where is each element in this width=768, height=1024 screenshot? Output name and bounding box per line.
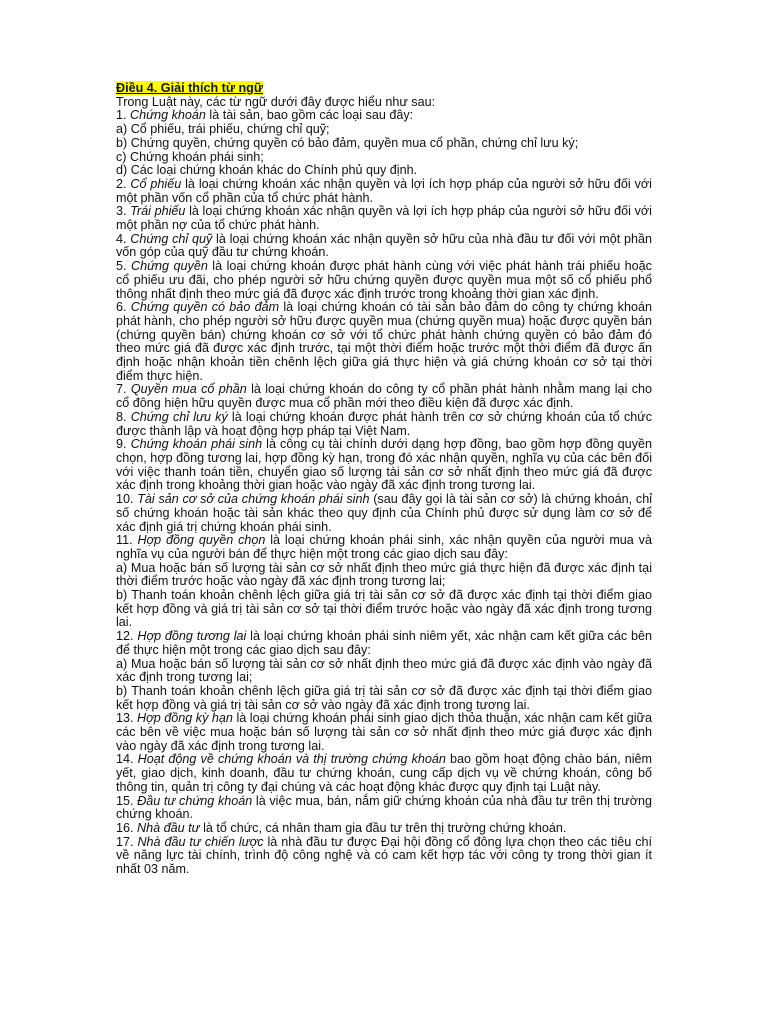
definition-text: là loại chứng khoán phái sinh giao dịch thỏa thuận, xác nhận cam kết giữa các bên về việc mua hoặc bán số lượng tài sản cơ sở nhất định theo mức giá được xác định vào ngày đã xác định trong tương lai. xyxy=(116,711,652,753)
definition-text: b) Thanh toán khoản chênh lệch giữa giá trị tài sản cơ sở đã được xác định tại thời điểm giao kết hợp đồng và giá trị tài sản cơ sở vào ngày đã xác định trong tương lai. xyxy=(116,683,652,712)
item-number: 8. xyxy=(116,409,131,424)
definition-text: (sau đây gọi là tài sản cơ sở) là chứng khoán, chỉ số chứng khoán hoặc tài sản khác theo quy định của Chính phủ được sử dụng làm cơ sở để xác định giá trị chứng khoán phái sinh. xyxy=(116,492,652,534)
definition-item xyxy=(116,151,652,165)
definition-item xyxy=(116,411,652,438)
definition-text: là loại chứng khoán xác nhận quyền và lợi ích hợp pháp của người sở hữu đối với một phần vốn cổ phần của tổ chức phát hành. xyxy=(116,176,652,205)
definition-item xyxy=(116,438,652,493)
defined-term: Chứng khoán phái sinh xyxy=(130,437,263,452)
item-number: 4. xyxy=(116,231,131,246)
definition-item xyxy=(116,205,652,232)
defined-term: Quyền mua cổ phần xyxy=(130,382,247,397)
definition-text: là loại chứng khoán xác nhận quyền và lợi ích hợp pháp của người sở hữu đối với một phần nợ của tổ chức phát hành. xyxy=(116,204,652,233)
definition-text: là loại chứng khoán được phát hành cùng với việc phát hành trái phiếu hoặc cổ phiếu ưu đãi, cho phép người sở hữu chứng quyền được quyền mua một số cổ phiếu phổ thông nhất định theo mức giá đã được xác định trước trong khoảng thời gian xác định. xyxy=(116,259,652,301)
defined-term: Tài sản cơ sở của chứng khoán phái sinh xyxy=(137,492,370,507)
definition-text: là loại chứng khoán có tài sản bảo đảm do công ty chứng khoán phát hành, cho phép người sở hữu được quyền mua (chứng quyền mua) hoặc được quyền bán (chứng quyền bán) chứng khoán cơ sở với tổ chức phát hành chứng quyền có bảo đảm đó theo mức giá đã được xác định trước, tại một thời điểm hoặc trước một thời điểm đã được ấn định hoặc nhận khoản tiền chênh lệch giữa giá thực hiện và giá chứng khoán cơ sở tại thời điểm thực hiện. xyxy=(116,300,652,383)
item-number: 7. xyxy=(116,382,131,397)
definition-text: là việc mua, bán, nắm giữ chứng khoán của nhà đầu tư trên thị trường chứng khoán. xyxy=(116,793,652,822)
defined-term: Cổ phiếu xyxy=(130,176,182,191)
article-intro: Trong Luật này, các từ ngữ dưới đây được hiểu như sau: xyxy=(116,94,436,109)
defined-term: Chứng chỉ quỹ xyxy=(130,231,213,246)
definition-item xyxy=(116,178,652,205)
definition-item xyxy=(116,534,652,561)
item-number: 9. xyxy=(116,437,131,452)
defined-term: Chứng quyền xyxy=(130,259,208,274)
definition-item xyxy=(116,123,652,137)
definition-item xyxy=(116,137,652,151)
defined-term: Hợp đồng kỳ hạn xyxy=(137,711,233,726)
item-number: 2. xyxy=(116,176,131,191)
defined-term: Trái phiếu xyxy=(130,204,186,219)
definition-item xyxy=(116,795,652,822)
definition-item xyxy=(116,164,652,178)
definition-text: là tài sản, bao gồm các loại sau đây: xyxy=(205,108,414,123)
item-number: 11. xyxy=(116,533,138,548)
definition-text: b) Thanh toán khoản chênh lệch giữa giá trị tài sản cơ sở đã được xác định tại thời điểm giao kết hợp đồng và giá trị tài sản cơ sở tại thời điểm trước hoặc vào ngày đã xác định trong tương lai. xyxy=(116,588,652,630)
definition-text: bao gồm hoạt động chào bán, niêm yết, giao dịch, kinh doanh, đầu tư chứng khoán, cung cấp dịch vụ về chứng khoán, công bố thông tin, quản trị công ty đại chúng và các hoạt động khác được quy định tại Luật này. xyxy=(116,752,653,794)
definition-text: a) Mua hoặc bán số lượng tài sản cơ sở nhất định theo mức giá thực hiện đã được xác định tại thời điểm trước hoặc vào ngày đã xác định trong tương lai; xyxy=(116,560,652,589)
defined-term: Chứng quyền có bảo đảm xyxy=(130,300,280,315)
item-number: 16. xyxy=(116,820,138,835)
definition-item xyxy=(116,753,652,794)
definition-item xyxy=(116,658,652,685)
article-title: Điều 4. Giải thích từ ngữ xyxy=(116,81,263,95)
definition-text: là loại chứng khoán phái sinh, xác nhận quyền của người mua và nghĩa vụ của người bán để thực hiện một trong các giao dịch sau đây: xyxy=(116,533,652,561)
definition-text: c) Chứng khoán phái sinh; xyxy=(116,149,264,164)
definition-list xyxy=(116,109,652,876)
definition-item xyxy=(116,836,652,877)
item-number: 17. xyxy=(116,834,138,849)
defined-term: Nhà đầu tư chiến lược xyxy=(137,834,264,849)
item-number: 6. xyxy=(116,300,131,315)
definition-text: là loại chứng khoán do công ty cổ phần phát hành nhằm mang lại cho cổ đông hiện hữu quyền được mua cổ phần mới theo điều kiện đã được xác định. xyxy=(116,382,652,411)
definition-text: d) Các loại chứng khoán khác do Chính phủ quy định. xyxy=(116,163,418,178)
definition-item xyxy=(116,630,652,657)
definition-item xyxy=(116,685,652,712)
definition-item xyxy=(116,233,652,260)
definition-item xyxy=(116,562,652,589)
definition-text: là nhà đầu tư được Đại hội đồng cổ đông lựa chọn theo các tiêu chí về năng lực tài chính, trình độ công nghệ và có cam kết hợp tác với công ty trong thời gian ít nhất 03 năm. xyxy=(116,834,653,877)
defined-term: Chứng khoán xyxy=(130,108,206,123)
item-number: 15. xyxy=(116,793,138,808)
defined-term: Hợp đồng quyền chọn xyxy=(137,533,266,548)
article-heading-line xyxy=(116,82,652,96)
item-number: 10. xyxy=(116,492,138,507)
definition-item xyxy=(116,712,652,753)
definition-text: là loại chứng khoán xác nhận quyền sở hữu của nhà đầu tư đối với một phần vốn góp của quỹ đầu tư chứng khoán. xyxy=(116,231,652,260)
definition-item xyxy=(116,589,652,630)
defined-term: Đầu tư chứng khoán xyxy=(137,793,253,808)
definition-text: là tổ chức, cá nhân tham gia đầu tư trên thị trường chứng khoán. xyxy=(199,820,567,835)
definition-item xyxy=(116,109,652,123)
item-number: 1. xyxy=(116,108,131,123)
definition-item xyxy=(116,493,652,534)
defined-term: Chứng chỉ lưu ký xyxy=(130,409,228,424)
definition-text: là loại chứng khoán được phát hành trên cơ sở chứng khoán của tổ chức được thành lập và hoạt động hợp pháp tại Việt Nam. xyxy=(116,409,652,438)
item-number: 13. xyxy=(116,711,138,726)
definition-item xyxy=(116,260,652,301)
definition-item xyxy=(116,383,652,410)
definition-text: là loại chứng khoán phái sinh niêm yết, xác nhận cam kết giữa các bên để thực hiện một trong các giao dịch sau đây: xyxy=(116,629,652,657)
item-number: 5. xyxy=(116,259,131,274)
definition-text: a) Mua hoặc bán số lượng tài sản cơ sở nhất định theo mức giá đã được xác định vào ngày đã xác định trong tương lai; xyxy=(116,656,652,685)
defined-term: Hoạt động về chứng khoán và thị trường chứng khoán xyxy=(137,752,446,767)
defined-term: Nhà đầu tư xyxy=(137,820,200,835)
item-number: 3. xyxy=(116,204,131,219)
definition-text: là công cụ tài chính dưới dạng hợp đồng, bao gồm hợp đồng quyền chọn, hợp đồng tương lai, hợp đồng kỳ hạn, trong đó xác nhận quyền, nghĩa vụ của các bên đối với việc thanh toán tiền, chuyển giao số lượng tài sản cơ sở nhất định theo mức giá đã được xác định trong khoảng thời gian hoặc vào ngày đã xác định trong tương lai. xyxy=(116,437,652,493)
definition-item xyxy=(116,301,652,383)
definition-text: a) Cổ phiếu, trái phiếu, chứng chỉ quỹ; xyxy=(116,122,330,137)
document-page xyxy=(116,82,652,877)
definition-text: b) Chứng quyền, chứng quyền có bảo đảm, quyền mua cổ phần, chứng chỉ lưu ký; xyxy=(116,135,579,150)
definition-item xyxy=(116,822,652,836)
item-number: 12. xyxy=(116,629,138,644)
item-number: 14. xyxy=(116,752,138,767)
defined-term: Hợp đồng tương lai xyxy=(137,629,247,644)
